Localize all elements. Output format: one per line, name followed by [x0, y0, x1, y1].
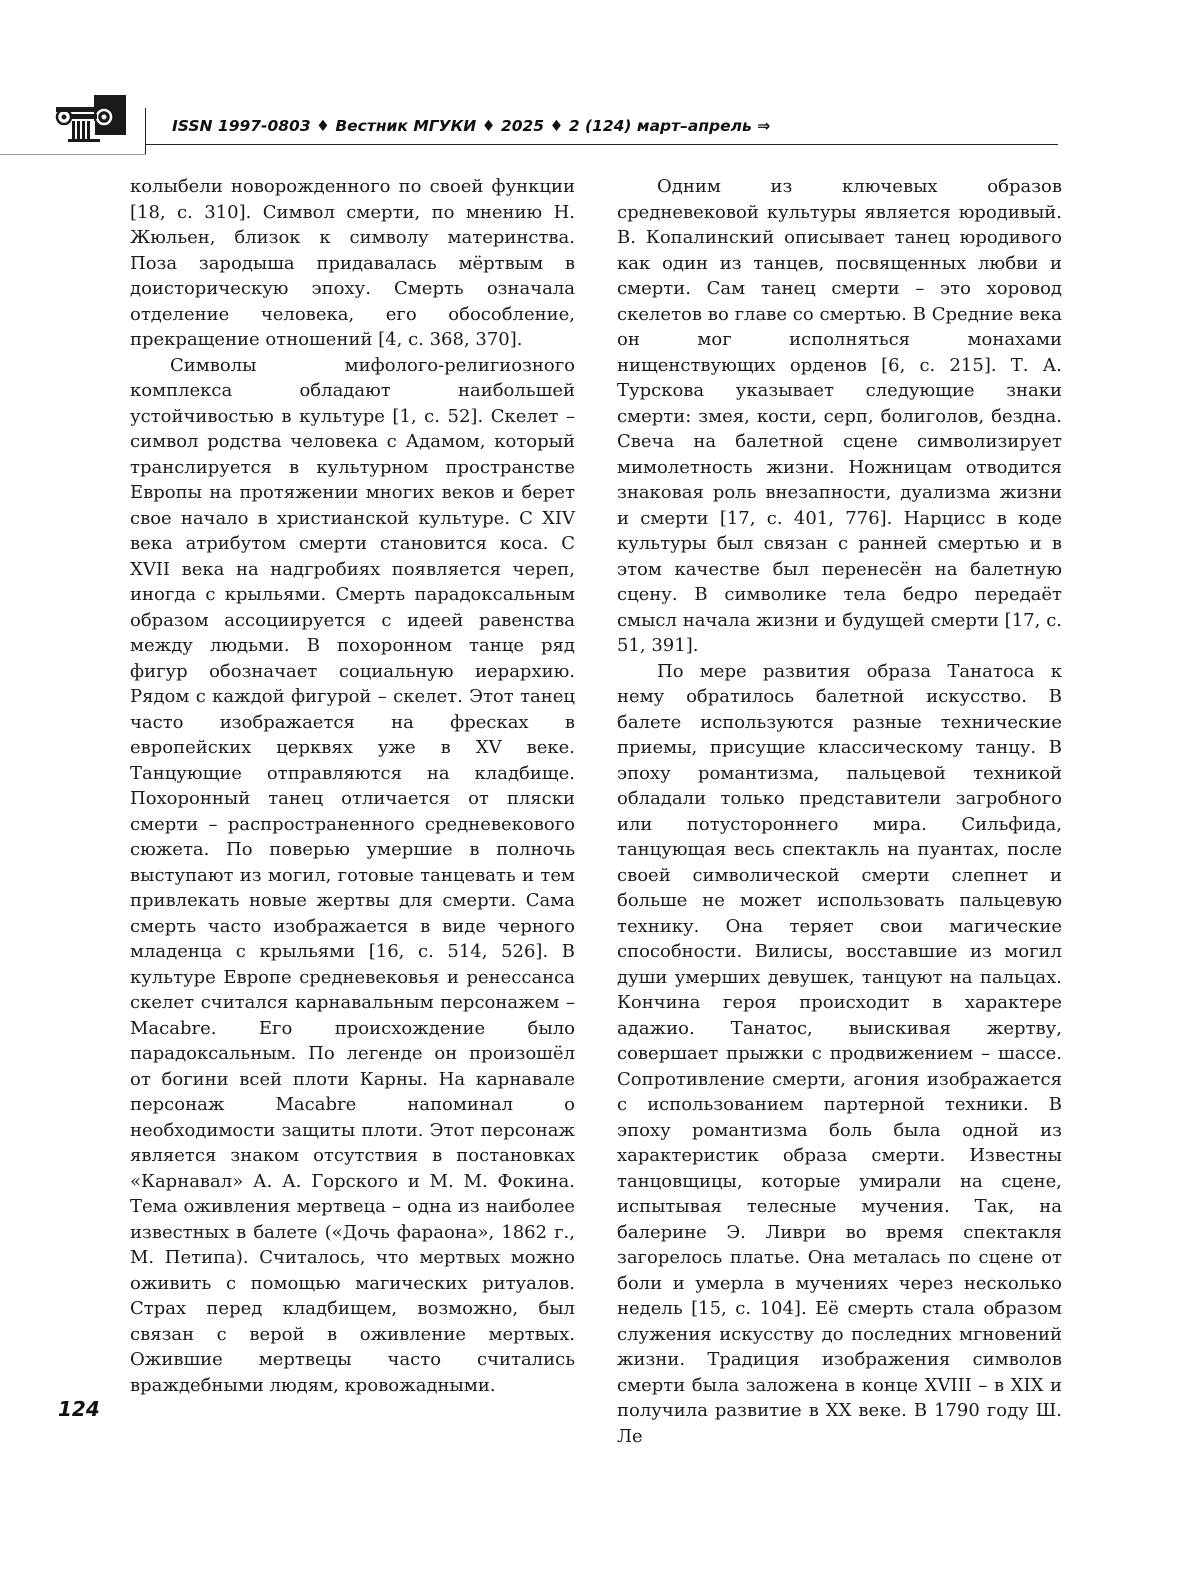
header-year: 2025 [500, 117, 545, 135]
journal-logo-icon [52, 93, 128, 145]
paragraph: колыбели новорожденного по своей функции [18, с. 310]. Символ смерти, по мнению Н. Жюльен, близок к символу материнства. Поза зародыша придавалась мёртвым в доисторическую эпоху. Смерть означала отделение человека, его обособление, прекращение отношений [4, с. 368, 370]. [130, 176, 575, 350]
header-separator: ♦ [481, 117, 496, 135]
left-column [130, 174, 575, 1398]
running-header [172, 117, 770, 135]
header-separator: ♦ [549, 117, 564, 135]
right-column [617, 174, 1062, 1449]
header-journal: Вестник МГУКИ [335, 117, 477, 135]
paragraph: Символы мифолого-религиозного комплекса обладают наибольшей устойчивостью в культуре [1, с. 52]. Скелет – символ родства человека с Адамом, который транслируется в культурном пространстве Европы на протяжении многих веков и берет свое начало в христианской культуре. С XIV века атрибутом смерти становится коса. С XVII века на надгробиях появляется череп, иногда с крыльями. Смерть парадоксальным образом ассоциируется с идеей равенства между людьми. В похоронном танце ряд фигур обозначает социальную иерархию. Рядом с каждой фигурой – скелет. Этот танец часто изображается на фресках в европейских церквях уже в XV веке. Танцующие отправляются на кладбище. Похоронный танец отличается от пляски смерти – распространенного средневекового сюжета. По поверью умершие в полночь выступают из могил, готовые танцевать и тем привлекать новые жертвы для смерти. Сама смерть часто изображается в виде черного младенца с крыльями [16, с. 514, 526]. В культуре Европе средневековья и ренессанса скелет считался карнавальным персонажем – Macabre. Его происхождение было парадоксальным. По легенде он произошёл от богини всей плоти Карны. На карнавале персонаж Macabre напоминал о необходимости защиты плоти. Этот персонаж является знаком отсутствия в постановках «Карнавал» А. А. Горского и М. М. Фокина. Тема оживления мертвеца – одна из наиболее известных в балете («Дочь фараона», 1862 г., М. Петипа). Считалось, что мертвых можно оживить с помощью магических ритуалов. Страх перед кладбищем, возможно, был связан с верой в оживление мертвых. Ожившие мертвецы часто считались враждебными людям, кровожадными. [130, 354, 575, 1396]
corner-rule [0, 154, 146, 155]
header-issue: 2 (124) март–апрель [568, 117, 752, 135]
paragraph: По мере развития образа Танатоса к нему обратилось балетной искусство. В балете используются разные технические приемы, присущие классическому танцу. В эпоху романтизма, пальцевой техникой обладали только представители загробного или потустороннего мира. Сильфида, танцующая весь спектакль на пуантах, после своей символической смерти слепнет и больше не может использовать пальцевую технику. Она теряет свои магические способности. Вилисы, восставшие из могил души умерших девушек, танцуют на пальцах. Кончина героя происходит в характере адажио. Танатос, выискивая жертву, совершает прыжки с продвижением – шассе. Сопротивление смерти, агония изображается с использованием партерной техники. В эпоху романтизма боль была одной из характеристик образа смерти. Известны танцовщицы, которые умирали на сцене, испытывая телесные мучения. Так, на балерине Э. Ливри во время спектакля загорелось платье. Она металась по сцене от боли и умерла в мучениях через несколько недель [15, с. 104]. Её смерть стала образом служения искусству до последних мгновений жизни. Традиция изображения символов смерти была заложена в конце XVIII – в XIX и получила развитие в XX веке. В 1790 году Ш. Ле [617, 660, 1062, 1447]
page-number: 124 [58, 1397, 100, 1421]
arrow-right-icon: ⇒ [757, 117, 771, 135]
header-vertical-rule [145, 108, 146, 154]
header-horizontal-rule [145, 144, 1058, 145]
header-separator: ♦ [316, 117, 330, 135]
header-issn: ISSN 1997-0803 [172, 117, 311, 135]
paragraph: Одним из ключевых образов средневековой культуры является юродивый. В. Копалинский описывает танец юродивого как один из танцев, посвященных любви и смерти. Сам танец смерти – это хоровод скелетов во главе со смертью. В Средние века он мог исполняться монахами нищенствующих орденов [6, с. 215]. Т. А. Турскова указывает следующие знаки смерти: змея, кости, серп, болиголов, бездна. Свеча на балетной сцене символизирует мимолетность жизни. Ножницам отводится знаковая роль внезапности, дуализма жизни и смерти [17, с. 401, 776]. Нарцисс в коде культуры был связан с ранней смертью и в этом качестве был перенесён на балетную сцену. В символике тела бедро передаёт смысл начала жизни и будущей смерти [17, с. 51, 391]. [617, 176, 1062, 656]
